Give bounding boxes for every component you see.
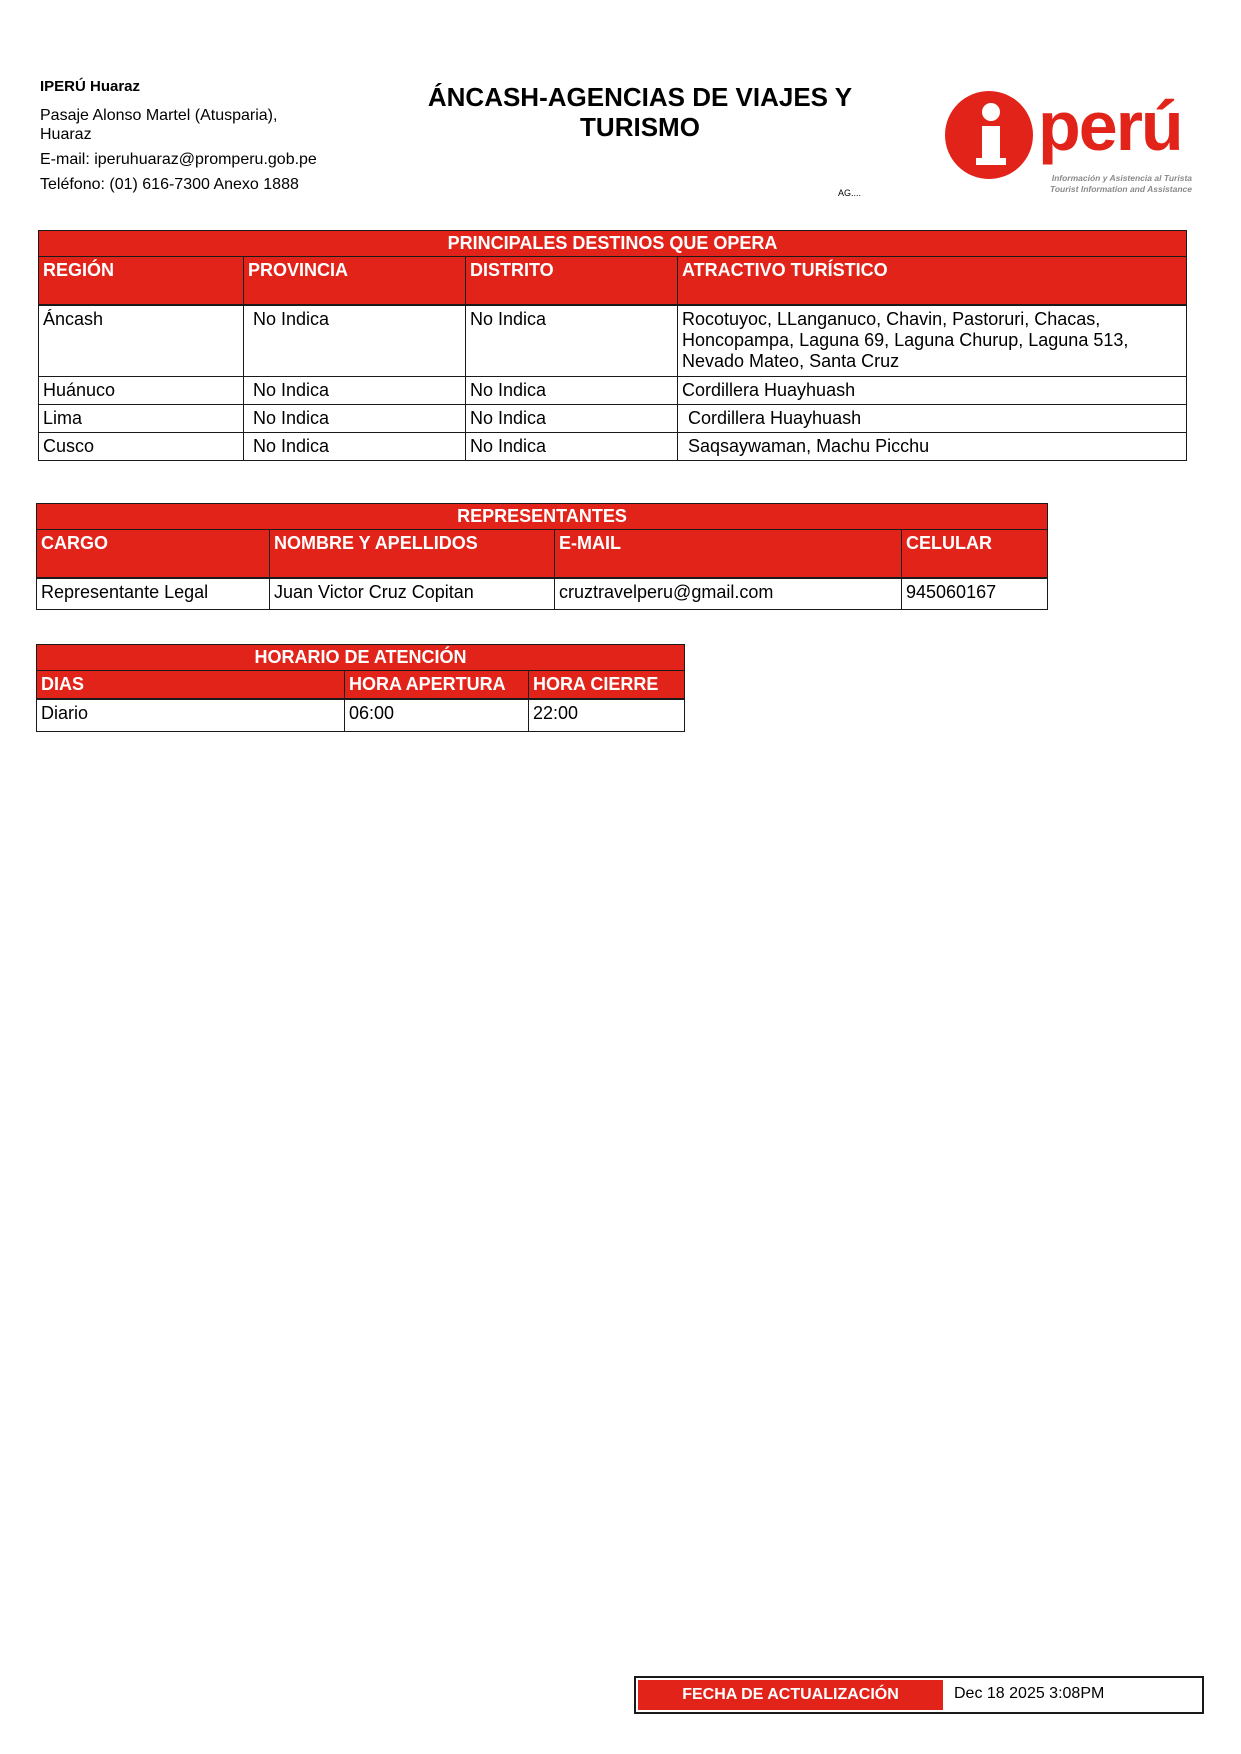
cell-provincia: No Indica [244, 305, 466, 377]
representantes-table [36, 503, 1048, 610]
logo-wordmark: perú [1038, 87, 1182, 165]
column-header-email: E-MAIL [555, 530, 902, 578]
cell-cargo: Representante Legal [37, 578, 270, 610]
cell-region: Huánuco [39, 377, 244, 405]
table-row [39, 405, 1187, 433]
office-email: E-mail: iperuhuaraz@promperu.gob.pe [40, 151, 317, 168]
cell-region: Áncash [39, 305, 244, 377]
update-date-value: Dec 18 2025 3:08PM [954, 1685, 1105, 1702]
page-title-line1: ÁNCASH-AGENCIAS DE VIAJES Y [427, 82, 853, 112]
cell-atractivo: Saqsaywaman, Machu Picchu [678, 433, 1187, 461]
table-row [39, 433, 1187, 461]
cell-distrito: No Indica [466, 405, 678, 433]
cell-celular: 945060167 [902, 578, 1048, 610]
horario-section-title: HORARIO DE ATENCIÓN [37, 645, 685, 671]
cell-region: Lima [39, 405, 244, 433]
cell-atractivo: Rocotuyoc, LLanganuco, Chavin, Pastoruri, Chacas, Honcopampa, Laguna 69, Laguna Churup, Laguna 513, Nevado Mateo, Santa Cruz [678, 305, 1187, 377]
cell-atractivo: Cordillera Huayhuash [678, 377, 1187, 405]
update-date-box [634, 1676, 1204, 1714]
column-header-distrito: DISTRITO [466, 257, 678, 305]
logo-tagline-en: Tourist Information and Assistance [1049, 184, 1192, 194]
column-header-atractivo: ATRACTIVO TURÍSTICO [678, 257, 1187, 305]
cell-email: cruztravelperu@gmail.com [555, 578, 902, 610]
office-name: IPERÚ Huaraz [40, 78, 141, 95]
column-header-provincia: PROVINCIA [244, 257, 466, 305]
document-code: AG.... [838, 188, 862, 198]
office-address-line2: Huaraz [40, 126, 92, 143]
column-header-apertura: HORA APERTURA [345, 671, 529, 700]
cell-provincia: No Indica [244, 433, 466, 461]
page-title [385, 82, 895, 142]
page-title-line2: TURISMO [580, 112, 700, 142]
cell-nombre: Juan Victor Cruz Copitan [270, 578, 555, 610]
update-date-label: FECHA DE ACTUALIZACIÓN [638, 1680, 943, 1710]
column-header-region: REGIÓN [39, 257, 244, 305]
cell-atractivo: Cordillera Huayhuash [678, 405, 1187, 433]
destinos-table [38, 230, 1187, 461]
column-header-celular: CELULAR [902, 530, 1048, 578]
horario-table [36, 644, 685, 732]
destinos-section-title: PRINCIPALES DESTINOS QUE OPERA [39, 231, 1187, 257]
column-header-dias: DIAS [37, 671, 345, 700]
cell-provincia: No Indica [244, 377, 466, 405]
representantes-section-title: REPRESENTANTES [37, 504, 1048, 530]
cell-region: Cusco [39, 433, 244, 461]
iperu-logo [944, 86, 1196, 196]
info-i-icon [944, 90, 1039, 180]
office-phone: Teléfono: (01) 616-7300 Anexo 1888 [40, 176, 299, 193]
cell-dias: Diario [37, 699, 345, 731]
cell-provincia: No Indica [244, 405, 466, 433]
table-row [37, 699, 685, 731]
cell-apertura: 06:00 [345, 699, 529, 731]
cell-distrito: No Indica [466, 433, 678, 461]
office-address-line1: Pasaje Alonso Martel (Atusparia), [40, 107, 278, 124]
table-row [39, 305, 1187, 377]
column-header-cierre: HORA CIERRE [529, 671, 685, 700]
cell-distrito: No Indica [466, 377, 678, 405]
table-row [37, 578, 1048, 610]
cell-cierre: 22:00 [529, 699, 685, 731]
column-header-cargo: CARGO [37, 530, 270, 578]
logo-tagline-es: Información y Asistencia al Turista [1051, 173, 1192, 183]
column-header-nombre: NOMBRE Y APELLIDOS [270, 530, 555, 578]
table-row [39, 377, 1187, 405]
cell-distrito: No Indica [466, 305, 678, 377]
